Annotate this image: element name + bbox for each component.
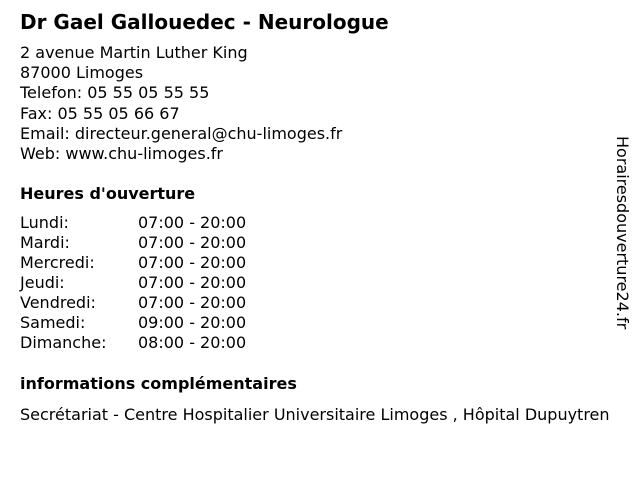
hours-day: Samedi: [20,313,86,332]
phone-line: Telefon: 05 55 05 55 55 [20,83,210,103]
additional-info-heading: informations complémentaires [20,374,297,393]
address-street: 2 avenue Martin Luther King [20,43,248,62]
hours-row [20,213,246,233]
site-watermark: Horairesdouverture24.fr [613,136,632,330]
opening-hours-table [20,213,246,353]
hours-day: Lundi: [20,213,69,232]
email-line: Email: directeur.general@chu-limoges.fr [20,123,343,143]
hours-row [20,233,246,253]
opening-hours-heading: Heures d'ouverture [20,184,196,203]
hours-time: 07:00 - 20:00 [138,233,247,252]
hours-time: 07:00 - 20:00 [138,273,247,292]
additional-info-text: Secrétariat - Centre Hospitalier Universitaire Limoges , Hôpital Dupuytren [20,405,610,424]
hours-time: 07:00 - 20:00 [138,253,247,272]
hours-time: 09:00 - 20:00 [138,313,247,332]
hours-time: 07:00 - 20:00 [138,293,247,312]
hours-day: Dimanche: [20,333,107,352]
address-city: 87000 Limoges [20,63,144,83]
hours-time: 07:00 - 20:00 [138,213,247,232]
hours-row [20,313,246,333]
hours-day: Jeudi: [20,273,65,292]
hours-row [20,293,246,313]
web-line: Web: www.chu-limoges.fr [20,144,223,164]
hours-row [20,273,246,293]
hours-row [20,253,246,273]
hours-day: Vendredi: [20,293,96,312]
page-title: Dr Gael Gallouedec - Neurologue [20,10,389,34]
fax-line: Fax: 05 55 05 66 67 [20,103,180,123]
hours-row [20,333,246,353]
contact-block [20,43,342,164]
hours-time: 08:00 - 20:00 [138,333,247,352]
hours-day: Mardi: [20,233,70,252]
hours-day: Mercredi: [20,253,95,272]
